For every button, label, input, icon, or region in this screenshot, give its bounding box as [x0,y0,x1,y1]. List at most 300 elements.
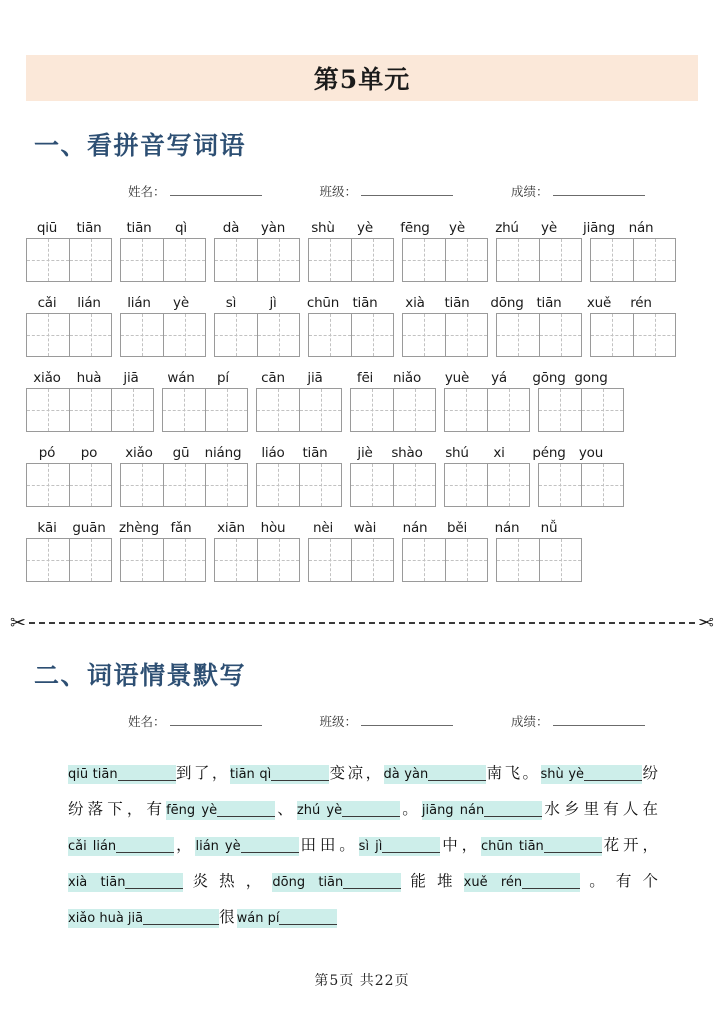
pinyin-writing-grid [26,216,698,591]
word-writing-box[interactable] [120,463,248,507]
character-cell[interactable] [351,539,393,581]
cloze-static-text: 炎热， [183,872,273,890]
cloze-pinyin-text: dōng tiān [272,875,344,890]
pinyin-word [26,220,110,236]
pinyin-syllable: pó [38,445,56,461]
score-label-2: 成绩： [511,714,549,729]
pinyin-syllable: yuè [444,370,470,386]
cloze-static-text: 到了， [175,764,230,782]
character-cell[interactable] [403,539,445,581]
pinyin-syllable: nèi [312,520,333,536]
pinyin-word [578,220,662,236]
class-input-blank[interactable] [361,183,453,196]
pinyin-word [394,520,478,536]
word-writing-box[interactable] [538,388,624,432]
cloze-answer-blank[interactable] [484,816,542,817]
character-cell[interactable] [215,239,257,281]
cloze-pinyin-hint [464,873,580,892]
pinyin-syllable: nán [628,220,654,236]
character-cell[interactable] [215,539,257,581]
score-field-group [511,182,645,200]
character-cell[interactable] [163,314,205,356]
cloze-pinyin-hint [272,873,401,892]
context-dictation-paragraph [68,756,660,936]
character-cell[interactable] [393,464,435,506]
cloze-pinyin-text: chūn tiān [480,839,544,854]
pinyin-word [578,295,662,311]
class-label: 班级： [319,184,358,199]
pinyin-syllable: běi [446,520,468,536]
character-cell[interactable] [351,314,393,356]
character-cell[interactable] [257,314,299,356]
writing-box-line [26,463,698,507]
scissors-icon-right: ✂ [698,612,714,634]
writing-box-line [26,238,698,282]
character-cell[interactable] [299,464,341,506]
name-label-2: 姓名： [128,714,166,729]
pinyin-syllable: shào [391,445,423,461]
cloze-answer-blank[interactable] [382,852,440,853]
pinyin-word [302,220,386,236]
character-cell[interactable] [539,464,581,506]
cloze-answer-blank[interactable] [279,924,337,925]
student-info-line-section2 [128,712,645,730]
character-cell[interactable] [257,464,299,506]
pinyin-word [210,520,294,536]
name-label: 姓名： [128,184,166,199]
pinyin-syllable: kāi [37,520,57,536]
character-cell[interactable] [69,389,111,431]
score-field-group-2 [511,712,645,730]
pinyin-syllable: jiè [357,445,373,461]
character-cell[interactable] [27,239,69,281]
pinyin-word [486,295,570,311]
pinyin-syllable: xiǎo [125,445,153,461]
pinyin-syllable: huà [76,370,102,386]
character-cell[interactable] [445,389,487,431]
character-cell[interactable] [445,464,487,506]
word-writing-box[interactable] [444,463,530,507]
pinyin-syllable: gōng [532,370,566,386]
pinyin-syllable: lián [127,295,151,311]
word-writing-box[interactable] [308,313,394,357]
pinyin-syllable: fēi [356,370,374,386]
writing-box-line [26,388,698,432]
word-writing-box[interactable] [26,463,112,507]
cloze-answer-blank[interactable] [271,780,329,781]
cloze-pinyin-text: zhú yè [296,803,343,818]
cloze-answer-blank[interactable] [544,852,602,853]
word-writing-box[interactable] [350,463,436,507]
pinyin-syllable: nǚ [540,520,558,536]
cloze-static-text: 。 [400,800,422,818]
pinyin-grid-row [26,516,698,582]
character-cell[interactable] [351,239,393,281]
cloze-static-text: 能堆 [401,872,464,890]
cloze-pinyin-text: sì jì [358,839,383,854]
character-cell[interactable] [69,239,111,281]
character-cell[interactable] [163,464,205,506]
word-writing-box[interactable] [444,388,530,432]
cloze-pinyin-text: qiū tiān [68,767,118,782]
pinyin-label-line [26,216,698,236]
pinyin-syllable: yàn [260,220,286,236]
cloze-pinyin-hint [541,765,643,784]
cloze-pinyin-hint [359,837,441,856]
character-cell[interactable] [27,464,69,506]
character-cell[interactable] [27,314,69,356]
word-writing-box[interactable] [496,538,582,582]
word-writing-box[interactable] [26,388,154,432]
cloze-pinyin-text: tiān qì [229,767,272,782]
cloze-static-text: 纷纷落下，有 [68,764,660,818]
pinyin-word [118,445,244,461]
score-input-blank-2[interactable] [553,713,645,726]
pinyin-syllable: yè [541,220,557,236]
pinyin-word [486,520,570,536]
score-input-blank[interactable] [553,183,645,196]
cloze-answer-blank[interactable] [343,888,401,889]
cloze-pinyin-text: wán pí [236,911,280,926]
character-cell[interactable] [497,314,539,356]
word-writing-box[interactable] [256,463,342,507]
character-cell[interactable] [205,389,247,431]
character-cell[interactable] [69,539,111,581]
word-writing-box[interactable] [402,538,488,582]
pinyin-syllable: wài [353,520,377,536]
pinyin-syllable: jì [269,295,277,311]
word-writing-box[interactable] [402,238,488,282]
cloze-answer-blank[interactable] [217,816,275,817]
cloze-pinyin-hint [195,837,298,856]
pinyin-syllable: zhèng [118,520,160,536]
pinyin-syllable: xi [493,445,505,461]
pinyin-syllable: shú [445,445,469,461]
character-cell[interactable] [393,389,435,431]
pinyin-label-line [26,291,698,311]
character-cell[interactable] [403,314,445,356]
pinyin-word [118,295,202,311]
cloze-static-text: 田田。 [298,836,359,854]
character-cell[interactable] [121,239,163,281]
word-writing-box[interactable] [120,538,206,582]
character-cell[interactable] [121,539,163,581]
page-title: 第5单元 [313,65,411,94]
character-cell[interactable] [581,464,623,506]
pinyin-syllable: nán [402,520,428,536]
character-cell[interactable] [445,314,487,356]
cloze-pinyin-text: jiāng nán [421,803,485,818]
character-cell[interactable] [351,464,393,506]
pinyin-syllable: cān [261,370,285,386]
cloze-answer-blank[interactable] [428,780,486,781]
score-label: 成绩： [511,184,549,199]
character-cell[interactable] [121,464,163,506]
pinyin-syllable: cǎi [37,295,57,311]
cloze-pinyin-text: cǎi lián [68,839,117,854]
word-writing-box[interactable] [538,463,624,507]
cloze-static-text: 南飞。 [486,764,541,782]
pinyin-syllable: yè [173,295,189,311]
section-heading-pinyin-writing: 一、看拼音写词语 [34,131,247,160]
character-cell[interactable] [69,464,111,506]
word-writing-box[interactable] [590,313,676,357]
word-writing-box[interactable] [120,238,206,282]
pinyin-syllable: fǎn [170,520,192,536]
pinyin-label-line [26,516,698,536]
character-cell[interactable] [205,464,247,506]
character-cell[interactable] [309,239,351,281]
pinyin-syllable: zhú [495,220,519,236]
pinyin-word [26,445,110,461]
cloze-pinyin-text: shù yè [540,767,585,782]
pinyin-syllable: péng [532,445,566,461]
pinyin-word [118,220,202,236]
pinyin-word [26,295,110,311]
cloze-static-text: 很 [219,908,237,926]
cut-here-divider [10,610,714,636]
pinyin-word [160,370,244,386]
cloze-pinyin-text: xiǎo huà jiā [68,911,144,926]
cloze-pinyin-text: dà yàn [383,767,429,782]
word-writing-box[interactable] [162,388,248,432]
word-writing-box[interactable] [308,538,394,582]
section-heading-context-dictation: 二、词语情景默写 [34,661,247,690]
cloze-answer-blank[interactable] [522,888,580,889]
cloze-pinyin-hint [230,765,329,784]
character-cell[interactable] [121,314,163,356]
pinyin-syllable: liáo [261,445,285,461]
word-writing-box[interactable] [26,538,112,582]
class-label-2: 班级： [319,714,358,729]
cloze-pinyin-hint [68,837,174,856]
pinyin-word [528,445,612,461]
character-cell[interactable] [69,314,111,356]
name-field-group [128,182,262,200]
cloze-pinyin-hint [166,801,275,820]
cloze-answer-blank[interactable] [118,780,176,781]
pinyin-label-line [26,441,698,461]
character-cell[interactable] [539,539,581,581]
pinyin-syllable: tiān [302,445,328,461]
name-input-blank-2[interactable] [170,713,262,726]
pinyin-syllable: po [80,445,98,461]
page-footer: 第5页 共22页 [314,973,410,989]
character-cell[interactable] [539,389,581,431]
unit-title-banner [26,55,698,101]
pinyin-word [394,220,478,236]
cloze-pinyin-hint [422,801,542,820]
character-cell[interactable] [257,389,299,431]
pinyin-syllable: you [578,445,604,461]
character-cell[interactable] [539,239,581,281]
pinyin-word [118,520,202,536]
pinyin-syllable: gong [574,370,608,386]
pinyin-grid-row [26,366,698,432]
word-writing-box[interactable] [214,313,300,357]
pinyin-syllable: lián [77,295,101,311]
cloze-static-text: 花开， [601,836,660,854]
pinyin-syllable: jiā [307,370,323,386]
character-cell[interactable] [309,314,351,356]
pinyin-word [344,370,428,386]
character-cell[interactable] [215,314,257,356]
pinyin-word [486,220,570,236]
cloze-static-text: 。有个 [580,872,660,890]
pinyin-syllable: niáng [204,445,242,461]
character-cell[interactable] [27,539,69,581]
pinyin-syllable: tiān [352,295,378,311]
character-cell[interactable] [487,389,529,431]
character-cell[interactable] [445,239,487,281]
character-cell[interactable] [581,389,623,431]
word-writing-box[interactable] [26,238,112,282]
class-field-group-2 [320,712,454,730]
pinyin-syllable: tiān [126,220,152,236]
character-cell[interactable] [163,239,205,281]
cloze-static-text: 水乡里有人在 [542,800,660,818]
pinyin-syllable: qì [175,220,187,236]
cloze-answer-blank[interactable] [116,852,174,853]
pinyin-word [26,520,110,536]
pinyin-syllable: chūn [306,295,340,311]
pinyin-syllable: tiān [76,220,102,236]
character-cell[interactable] [403,239,445,281]
pinyin-syllable: jiā [123,370,139,386]
cloze-answer-blank[interactable] [125,888,183,889]
dashed-rule [29,622,695,624]
pinyin-syllable: fēng [400,220,430,236]
word-writing-box[interactable] [26,313,112,357]
word-writing-box[interactable] [590,238,676,282]
word-writing-box[interactable] [214,538,300,582]
pinyin-syllable: yè [449,220,465,236]
word-writing-box[interactable] [214,238,300,282]
cloze-pinyin-hint [384,765,487,784]
class-input-blank-2[interactable] [361,713,453,726]
pinyin-syllable: niǎo [392,370,422,386]
pinyin-syllable: xuě [586,295,612,311]
cloze-pinyin-hint [297,801,400,820]
pinyin-syllable: shù [311,220,335,236]
pinyin-syllable: jiāng [583,220,615,236]
pinyin-syllable: nán [494,520,520,536]
word-writing-box[interactable] [496,313,582,357]
word-writing-box[interactable] [308,238,394,282]
character-cell[interactable] [257,539,299,581]
character-cell[interactable] [27,389,69,431]
word-writing-box[interactable] [402,313,488,357]
character-cell[interactable] [633,239,675,281]
character-cell[interactable] [633,314,675,356]
cloze-pinyin-text: fēng yè [166,803,218,818]
character-cell[interactable] [445,539,487,581]
character-cell[interactable] [299,389,341,431]
name-field-group-2 [128,712,262,730]
character-cell[interactable] [163,539,205,581]
character-cell[interactable] [351,389,393,431]
word-writing-box[interactable] [120,313,206,357]
pinyin-word [394,295,478,311]
cloze-pinyin-text: xuě rén [463,875,523,890]
cloze-pinyin-text: xià tiān [68,875,126,890]
cloze-answer-blank[interactable] [342,816,400,817]
writing-box-line [26,313,698,357]
pinyin-label-line [26,366,698,386]
character-cell[interactable] [497,239,539,281]
cloze-static-text: 中， [440,836,481,854]
pinyin-grid-row [26,441,698,507]
cloze-static-text: ， [174,836,196,854]
pinyin-syllable: sì [225,295,237,311]
cloze-pinyin-hint [68,765,176,784]
pinyin-word [344,445,428,461]
pinyin-syllable: pí [217,370,229,386]
pinyin-syllable: dà [222,220,240,236]
cloze-pinyin-hint [68,873,183,892]
word-writing-box[interactable] [496,238,582,282]
pinyin-word [528,370,612,386]
student-info-line-section1 [128,182,645,200]
cloze-static-text: 变凉， [329,764,384,782]
character-cell[interactable] [487,464,529,506]
cloze-answer-blank[interactable] [143,924,219,925]
pinyin-syllable: hòu [260,520,286,536]
pinyin-syllable: xiǎo [33,370,61,386]
cloze-pinyin-hint [237,909,338,928]
character-cell[interactable] [497,539,539,581]
pinyin-grid-row [26,216,698,282]
pinyin-grid-row [26,291,698,357]
cloze-static-text: 、 [275,800,297,818]
cloze-answer-blank[interactable] [584,780,642,781]
pinyin-word [210,295,294,311]
character-cell[interactable] [163,389,205,431]
cloze-pinyin-text: lián yè [195,839,241,854]
pinyin-word [26,370,152,386]
pinyin-syllable: tiān [444,295,470,311]
pinyin-word [252,370,336,386]
pinyin-word [302,295,386,311]
pinyin-syllable: guān [72,520,106,536]
character-cell[interactable] [111,389,153,431]
character-cell[interactable] [257,239,299,281]
pinyin-syllable: tiān [536,295,562,311]
writing-box-line [26,538,698,582]
class-field-group [320,182,454,200]
pinyin-syllable: rén [630,295,652,311]
pinyin-word [302,520,386,536]
pinyin-word [436,445,520,461]
word-writing-box[interactable] [256,388,342,432]
scissors-icon-left: ✂ [10,612,26,634]
pinyin-syllable: xiān [217,520,245,536]
name-input-blank[interactable] [170,183,262,196]
character-cell[interactable] [539,314,581,356]
pinyin-syllable: wán [167,370,195,386]
pinyin-word [210,220,294,236]
cloze-pinyin-hint [68,909,219,928]
character-cell[interactable] [591,239,633,281]
pinyin-syllable: yè [357,220,373,236]
pinyin-syllable: qiū [36,220,58,236]
cloze-answer-blank[interactable] [241,852,299,853]
pinyin-syllable: gū [172,445,190,461]
word-writing-box[interactable] [350,388,436,432]
character-cell[interactable] [309,539,351,581]
character-cell[interactable] [591,314,633,356]
pinyin-syllable: yá [491,370,507,386]
